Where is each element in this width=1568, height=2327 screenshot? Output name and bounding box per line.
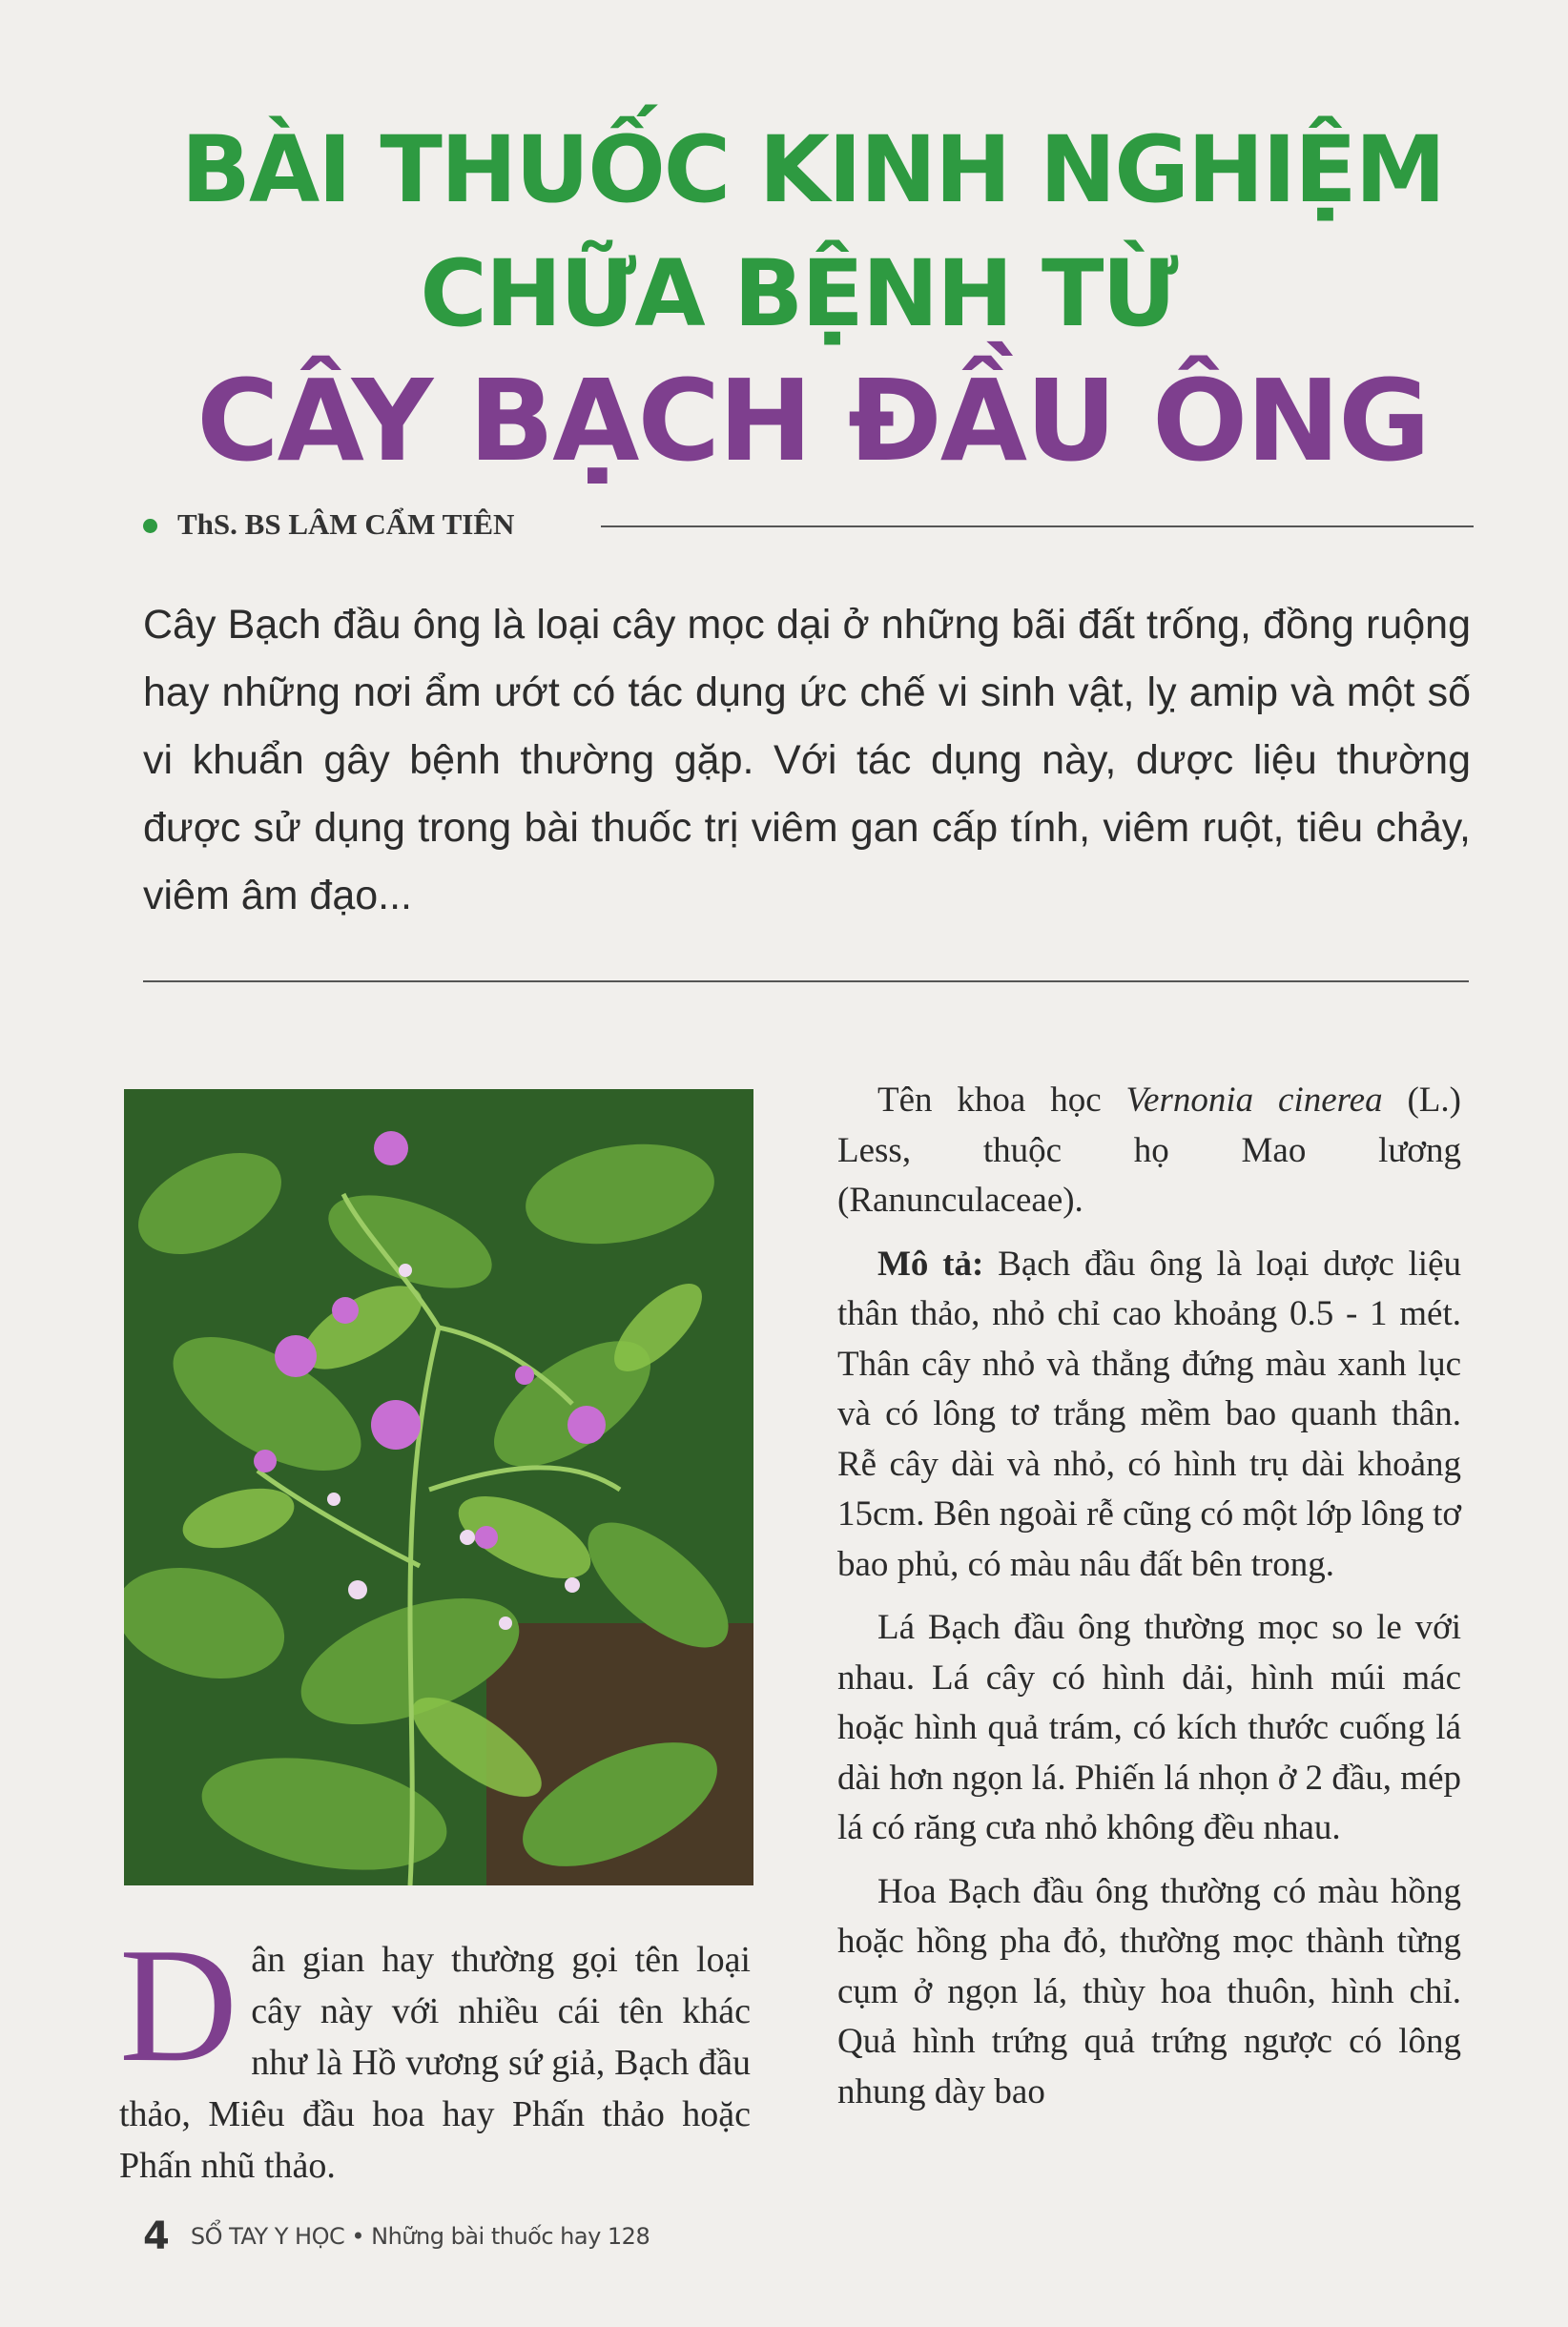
folk-names-text: ân gian hay thường gọi tên loại cây này với nhiều cái tên khác như là Hồ vương sứ giả, Bạch đầu thảo, Miêu đầu hoa hay Phấn thảo hoặc Phấn nhũ thảo. [119,1940,751,2186]
intro-divider [143,980,1469,982]
author-row [143,507,1474,546]
sci-suffix: (L.) Less, thuộc họ Mao lương (Ranunculaceae). [837,1081,1461,1220]
intro-paragraph: Cây Bạch đầu ông là loại cây mọc dại ở những bãi đất trống, đồng ruộng hay những nơi ẩm ướt có tác dụng ức chế vi sinh vật, lỵ amip và một số vi khuẩn gây bệnh thường gặp. Với tác dụng này, dược liệu thường được sử dụng trong bài thuốc trị viêm gan cấp tính, viêm ruột, tiêu chảy, viêm âm đạo... [143,602,1471,918]
sci-prefix: Tên khoa học [877,1081,1126,1120]
description-paragraph [837,1240,1461,1591]
plant-photo [124,1089,753,1885]
footer-text: SỔ TAY Y HỌC • Những bài thuốc hay 128 [190,2223,650,2250]
author-divider [601,525,1474,527]
description-text: Bạch đầu ông là loại dược liệu thân thảo, nhỏ chỉ cao khoảng 0.5 - 1 mét. Thân cây nhỏ và thẳng đứng màu xanh lục và có lông tơ trắng mềm bao quanh thân. Rễ cây dài và nhỏ, có hình trụ dài khoảng 15cm. Bên ngoài rễ cũng có một lớp lông tơ bao phủ, có màu nâu đất bên trong. [837,1244,1461,1584]
scientific-name: Vernonia cinerea [1125,1081,1383,1120]
scientific-name-paragraph [837,1076,1461,1226]
description-label: Mô tả: [877,1244,984,1284]
title-line-1: BÀI THUỐC KINH NGHIỆM [180,116,1445,223]
author-name: ThS. BS LÂM CẨM TIÊN [177,507,515,541]
bullet-dot-icon [143,519,157,533]
leaf-paragraph: Lá Bạch đầu ông thường mọc so le với nhau. Lá cây có hình dải, hình múi mác hoặc hình quả trám, có kích thước cuống lá dài hơn ngọn lá. Phiến lá nhọn ở 2 đầu, mép lá có răng cưa nhỏ không đều nhau. [837,1608,1461,1847]
drop-cap: D [119,1915,238,2096]
page-number: 4 [143,2214,170,2258]
page-footer [143,2214,650,2262]
title-line-3: CÂY BẠCH ĐẦU ÔNG [196,355,1429,486]
folk-names-paragraph [119,1915,751,2192]
title-line-2: CHỮA BỆNH TỪ [420,240,1177,347]
flower-paragraph: Hoa Bạch đầu ông thường có màu hồng hoặc hồng pha đỏ, thường mọc thành từng cụm ở ngọn lá, thùy hoa thuôn, hình chỉ. Quả hình trứng quả trứng ngược có lông nhung dày bao [837,1871,1461,2111]
plant-photo-illustration [124,1089,753,1885]
right-column [837,1076,1461,2131]
